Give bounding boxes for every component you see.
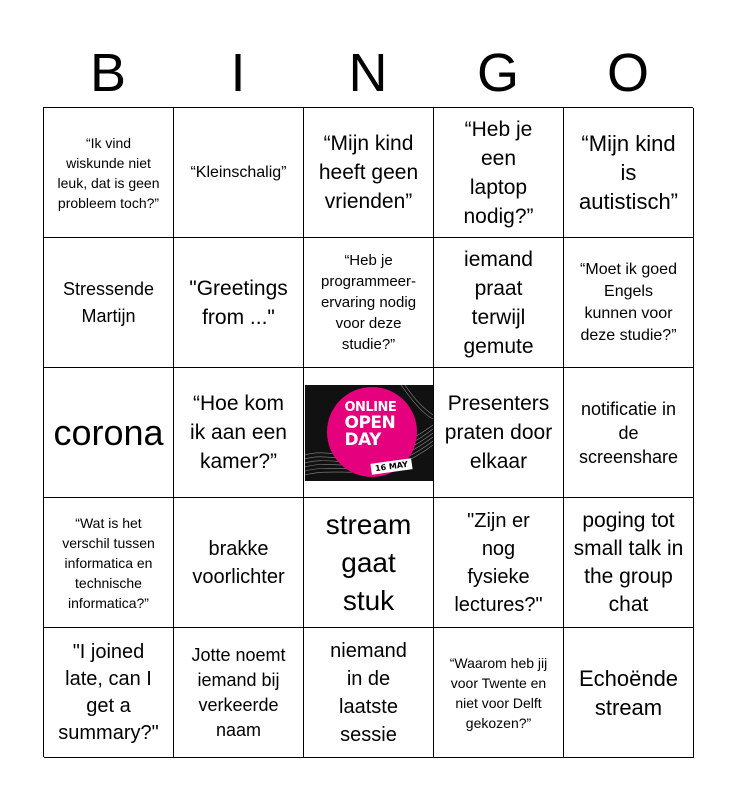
- bingo-header: [43, 40, 693, 106]
- bingo-cell[interactable]: [44, 238, 174, 368]
- free-space[interactable]: [304, 368, 434, 498]
- cell-text: “Hoe kom ik aan een kamer?”: [190, 392, 287, 473]
- logo-line-day: DAY: [344, 429, 381, 450]
- bingo-cell[interactable]: [434, 498, 564, 628]
- logo-line-open: OPEN: [344, 412, 396, 433]
- cell-text: Presenters praten door elkaar: [444, 392, 553, 473]
- bingo-cell[interactable]: [564, 628, 694, 758]
- cell-text: “Ik vind wiskunde niet leuk, dat is geen probleem toch?”: [57, 134, 160, 211]
- cell-text: poging tot small talk in the group chat: [573, 508, 684, 616]
- bingo-cell[interactable]: [174, 108, 304, 238]
- cell-text: corona: [53, 411, 164, 453]
- header-letter-n: N: [348, 43, 388, 103]
- cell-text: “Waarom heb jij voor Twente en niet voor Delft gekozen?”: [449, 654, 548, 731]
- bingo-cell[interactable]: [434, 108, 564, 238]
- cell-text: “Heb je een laptop nodig?”: [463, 117, 534, 228]
- cell-text: Echoënde stream: [578, 665, 679, 720]
- logo-date: 16 MAY: [370, 458, 412, 475]
- cell-text: iemand praat terwijl gemute: [463, 247, 534, 358]
- bingo-cell[interactable]: [44, 628, 174, 758]
- cell-text: “Mijn kind heeft geen vrienden”: [318, 132, 419, 213]
- bingo-cell[interactable]: [44, 108, 174, 238]
- cell-text: “Mijn kind is autistisch”: [578, 131, 679, 214]
- bingo-cell[interactable]: [174, 498, 304, 628]
- cell-text: Stressende Martijn: [62, 278, 155, 326]
- cell-text: “Moet ik goed Engels kunnen voor deze studie?”: [580, 260, 677, 344]
- bingo-cell[interactable]: [304, 238, 434, 368]
- header-letter-b: B: [89, 43, 127, 103]
- bingo-cell[interactable]: [304, 628, 434, 758]
- bingo-cell[interactable]: [434, 368, 564, 498]
- logo-line-online: ONLINE: [344, 399, 397, 415]
- header-letter-g: G: [476, 43, 519, 103]
- cell-text: “Heb je programmeer-ervaring nodig voor deze studie?”: [320, 252, 417, 353]
- cell-text: niemand in de laatste sessie: [330, 639, 407, 746]
- cell-text: notificatie in de screenshare: [578, 398, 679, 467]
- bingo-cell[interactable]: [434, 628, 564, 758]
- bingo-cell[interactable]: [174, 628, 304, 758]
- cell-text: “Wat is het verschil tussen informatica en technische informatica?”: [62, 514, 155, 611]
- online-open-day-logo: [305, 385, 433, 481]
- bingo-cell[interactable]: [564, 498, 694, 628]
- bingo-cell[interactable]: [304, 108, 434, 238]
- header-letter-i: I: [230, 43, 246, 103]
- cell-text: "Zijn er nog fysieke lectures?": [454, 509, 543, 616]
- bingo-cell[interactable]: [564, 238, 694, 368]
- cell-text: brakke voorlichter: [192, 537, 285, 588]
- cell-text: “Kleinschalig”: [190, 163, 287, 181]
- cell-text: Jotte noemt iemand bij verkeerde naam: [191, 644, 286, 740]
- bingo-cell[interactable]: [564, 108, 694, 238]
- bingo-cell[interactable]: [44, 368, 174, 498]
- cell-text: stream gaat stuk: [325, 508, 412, 616]
- bingo-cell[interactable]: [564, 368, 694, 498]
- bingo-cell[interactable]: [434, 238, 564, 368]
- bingo-cell[interactable]: [44, 498, 174, 628]
- cell-text: "I joined late, can I get a summary?": [58, 640, 159, 744]
- bingo-cell[interactable]: [174, 238, 304, 368]
- bingo-cell[interactable]: [304, 498, 434, 628]
- header-letter-o: O: [606, 43, 649, 103]
- bingo-cell[interactable]: [174, 368, 304, 498]
- cell-text: "Greetings from ...": [189, 276, 288, 329]
- bingo-card: [43, 107, 693, 757]
